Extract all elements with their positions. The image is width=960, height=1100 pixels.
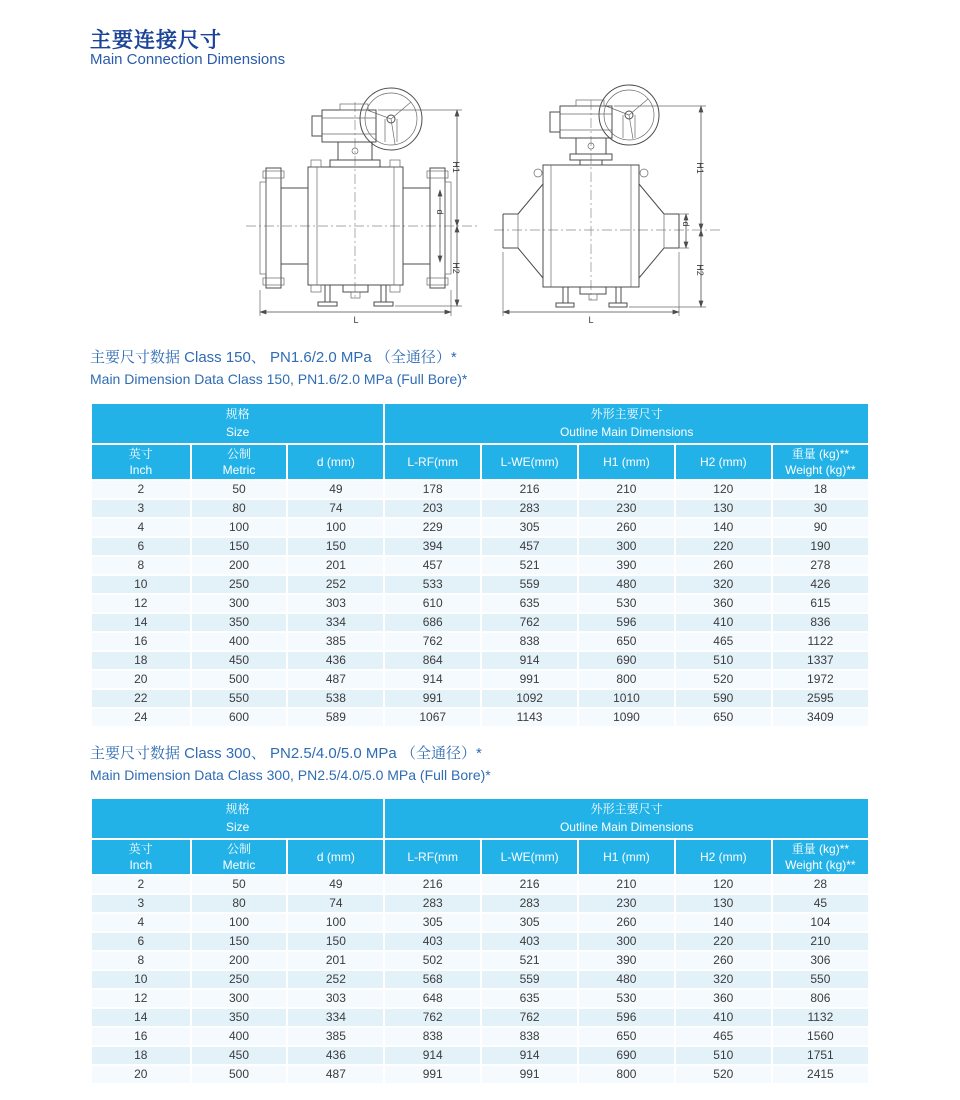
table-cell: 49 [287,480,384,499]
table-cell: 465 [675,1027,772,1046]
group-outline-zh: 外形主要尺寸 [590,407,663,422]
table-cell: 283 [481,894,578,913]
column-header: 公制 Metric [191,444,288,480]
table-cell: 320 [675,575,772,594]
handwheel [360,88,422,150]
column-header: H2 (mm) [675,444,772,480]
table-cell: 991 [481,670,578,689]
table-cell: 590 [675,689,772,708]
flange-right [403,168,451,288]
gear-operator [312,104,376,142]
gear-operator [550,100,612,138]
table-cell: 260 [675,556,772,575]
table-cell: 480 [578,575,675,594]
table-cell: 150 [191,537,288,556]
support-legs-and-drain [318,285,393,306]
dim-label-d: d [435,209,445,215]
table-cell: 140 [675,913,772,932]
table-cell: 500 [191,1065,288,1084]
table-cell: 8 [91,951,191,970]
table-cell: 991 [384,689,481,708]
table-cell: 510 [675,651,772,670]
table-cell: 4 [91,518,191,537]
table-cell: 568 [384,970,481,989]
table-cell: 178 [384,480,481,499]
table-row [91,970,869,989]
table-cell: 74 [287,499,384,518]
column-header: L-RF(mm [384,839,481,875]
table-cell: 300 [578,932,675,951]
table-cell: 615 [772,594,869,613]
table-cell: 278 [772,556,869,575]
table-cell: 260 [675,951,772,970]
group-size-en: Size [225,819,250,834]
table-row [91,708,869,727]
table-cell: 216 [481,480,578,499]
table-cell: 457 [481,537,578,556]
group-header-outline [384,798,869,839]
table-cell: 836 [772,613,869,632]
column-header: L-WE(mm) [481,839,578,875]
table-cell: 394 [384,537,481,556]
table-cell: 283 [481,499,578,518]
table-row [91,556,869,575]
table-cell: 487 [287,670,384,689]
table-cell: 1337 [772,651,869,670]
table-cell: 140 [675,518,772,537]
table-cell: 20 [91,1065,191,1084]
column-header-row [91,839,869,875]
table-cell: 450 [191,1046,288,1065]
table-cell: 24 [91,708,191,727]
section-1-heading-en: Main Dimension Data Class 150, PN1.6/2.0 MPa (Full Bore)* [90,371,468,387]
table-cell: 450 [191,651,288,670]
table-cell: 538 [287,689,384,708]
table-cell: 200 [191,556,288,575]
table-cell: 550 [772,970,869,989]
table-cell: 300 [578,537,675,556]
table-cell: 690 [578,651,675,670]
table-row [91,932,869,951]
table-cell: 403 [481,932,578,951]
table-row [91,1027,869,1046]
column-header: H2 (mm) [675,839,772,875]
table-cell: 648 [384,989,481,1008]
table-cell: 100 [191,913,288,932]
table-row [91,989,869,1008]
group-header-size [91,403,384,444]
table-row [91,651,869,670]
table-cell: 914 [384,1046,481,1065]
flanged-valve-drawing [238,72,485,324]
table-cell: 3409 [772,708,869,727]
table-cell: 334 [287,1008,384,1027]
table-cell: 216 [384,875,481,894]
table-cell: 320 [675,970,772,989]
table-cell: 502 [384,951,481,970]
table-cell: 436 [287,1046,384,1065]
table-cell: 690 [578,1046,675,1065]
table-cell: 130 [675,894,772,913]
table-cell: 520 [675,1065,772,1084]
table-cell: 385 [287,632,384,651]
group-outline-zh: 外形主要尺寸 [590,802,663,817]
table-cell: 12 [91,989,191,1008]
table-cell: 230 [578,499,675,518]
table-row [91,594,869,613]
table-cell: 530 [578,989,675,1008]
table-cell: 334 [287,613,384,632]
flange-left [260,168,308,288]
table-cell: 10 [91,970,191,989]
table-cell: 80 [191,894,288,913]
table-cell: 8 [91,556,191,575]
table-cell: 220 [675,537,772,556]
table-cell: 550 [191,689,288,708]
table-cell: 190 [772,537,869,556]
section-2-heading-zh: 主要尺寸数据 Class 300、 PN2.5/4.0/5.0 MPa （全通径）* [90,745,482,762]
table-cell: 4 [91,913,191,932]
column-header: 英寸 Inch [91,839,191,875]
table-cell: 210 [772,932,869,951]
table-row [91,894,869,913]
table-cell: 16 [91,632,191,651]
table-cell: 20 [91,670,191,689]
table-cell: 80 [191,499,288,518]
table-cell: 559 [481,575,578,594]
table-cell: 864 [384,651,481,670]
column-header: 重量 (kg)** Weight (kg)** [772,839,869,875]
group-size-zh: 规格 [225,407,250,422]
table-cell: 838 [481,1027,578,1046]
table-cell: 230 [578,894,675,913]
table-cell: 533 [384,575,481,594]
table-cell: 487 [287,1065,384,1084]
table-cell: 18 [91,1046,191,1065]
table-cell: 1122 [772,632,869,651]
group-size-zh: 规格 [225,802,250,817]
dim-label-l: L [353,315,359,324]
table-row [91,1046,869,1065]
group-outline-en: Outline Main Dimensions [559,424,694,439]
table-cell: 457 [384,556,481,575]
table-row [91,480,869,499]
table-cell: 480 [578,970,675,989]
table-cell: 16 [91,1027,191,1046]
table-cell: 100 [287,913,384,932]
table-cell: 436 [287,651,384,670]
table-cell: 403 [384,932,481,951]
table-body [91,875,869,1084]
table-row [91,670,869,689]
table-cell: 229 [384,518,481,537]
table-row [91,518,869,537]
table-cell: 18 [91,651,191,670]
group-outline-en: Outline Main Dimensions [559,819,694,834]
table-cell: 150 [287,537,384,556]
table-cell: 120 [675,875,772,894]
table-cell: 6 [91,932,191,951]
table-cell: 22 [91,689,191,708]
table-cell: 610 [384,594,481,613]
table-cell: 991 [384,1065,481,1084]
table-cell: 650 [578,1027,675,1046]
table-cell: 200 [191,951,288,970]
table-cell: 3 [91,894,191,913]
table-cell: 250 [191,575,288,594]
table-body [91,480,869,727]
table-cell: 800 [578,670,675,689]
table-row [91,575,869,594]
table-cell: 600 [191,708,288,727]
column-header: H1 (mm) [578,839,675,875]
table-cell: 350 [191,613,288,632]
table-cell: 410 [675,613,772,632]
table-cell: 762 [481,613,578,632]
dimension-table-class150 [90,402,870,728]
table-cell: 50 [191,480,288,499]
table-cell: 1751 [772,1046,869,1065]
table-cell: 305 [481,518,578,537]
table-row [91,689,869,708]
dimension-table-class300 [90,797,870,1085]
table-cell: 303 [287,594,384,613]
handwheel [599,85,659,145]
table-cell: 283 [384,894,481,913]
table-cell: 521 [481,951,578,970]
table-cell: 426 [772,575,869,594]
section-1-heading-zh: 主要尺寸数据 Class 150、 PN1.6/2.0 MPa （全通径）* [90,349,457,366]
table-cell: 210 [578,875,675,894]
table-cell: 800 [578,1065,675,1084]
table-cell: 650 [578,632,675,651]
dim-label-h2: H2 [695,264,705,276]
table-cell: 385 [287,1027,384,1046]
table-cell: 1560 [772,1027,869,1046]
table-cell: 74 [287,894,384,913]
table-cell: 465 [675,632,772,651]
table-cell: 500 [191,670,288,689]
table-cell: 635 [481,989,578,1008]
table-cell: 203 [384,499,481,518]
table-cell: 2415 [772,1065,869,1084]
table-cell: 596 [578,1008,675,1027]
table-cell: 650 [675,708,772,727]
column-header: H1 (mm) [578,444,675,480]
column-header: d (mm) [287,444,384,480]
table-cell: 12 [91,594,191,613]
table-cell: 530 [578,594,675,613]
table-cell: 1143 [481,708,578,727]
table-row [91,1008,869,1027]
table-cell: 210 [578,480,675,499]
table-cell: 150 [191,932,288,951]
column-header: L-WE(mm) [481,444,578,480]
dim-label-l: L [588,315,594,324]
dim-label-d: d [681,221,691,227]
table-cell: 914 [384,670,481,689]
table-cell: 2 [91,875,191,894]
dim-label-h2: H2 [451,262,461,274]
group-size-en: Size [225,424,250,439]
group-header-row [91,403,869,444]
table-cell: 559 [481,970,578,989]
table-cell: 260 [578,518,675,537]
table-cell: 991 [481,1065,578,1084]
table-cell: 130 [675,499,772,518]
table-cell: 400 [191,1027,288,1046]
table-cell: 410 [675,1008,772,1027]
column-header: 公制 Metric [191,839,288,875]
table-cell: 1010 [578,689,675,708]
table-cell: 306 [772,951,869,970]
table-cell: 1132 [772,1008,869,1027]
table-cell: 589 [287,708,384,727]
table-cell: 1972 [772,670,869,689]
table-cell: 49 [287,875,384,894]
table-cell: 305 [384,913,481,932]
welded-valve-drawing [488,72,728,324]
table-cell: 90 [772,518,869,537]
group-header-outline [384,403,869,444]
group-header-row [91,798,869,839]
table-cell: 350 [191,1008,288,1027]
table-cell: 2 [91,480,191,499]
table-cell: 1090 [578,708,675,727]
table-cell: 150 [287,932,384,951]
table-cell: 50 [191,875,288,894]
section-2-heading-en: Main Dimension Data Class 300, PN2.5/4.0/5.0 MPa (Full Bore)* [90,767,491,783]
table-cell: 220 [675,932,772,951]
table-row [91,499,869,518]
table-cell: 260 [578,913,675,932]
table-cell: 18 [772,480,869,499]
table-row [91,632,869,651]
table-cell: 2595 [772,689,869,708]
dimension-lines [503,106,706,324]
table-cell: 1092 [481,689,578,708]
table-cell: 686 [384,613,481,632]
page-title: 主要连接尺寸 [90,29,222,52]
table-cell: 521 [481,556,578,575]
table-cell: 303 [287,989,384,1008]
column-header: 重量 (kg)** Weight (kg)** [772,444,869,480]
welded-end-left [503,184,543,278]
table-cell: 510 [675,1046,772,1065]
table-cell: 100 [191,518,288,537]
dim-label-h1: H1 [695,162,705,174]
table-cell: 596 [578,613,675,632]
table-cell: 250 [191,970,288,989]
table-cell: 300 [191,989,288,1008]
table-cell: 400 [191,632,288,651]
table-cell: 806 [772,989,869,1008]
table-cell: 762 [481,1008,578,1027]
column-header: 英寸 Inch [91,444,191,480]
dim-label-h1: H1 [451,161,461,173]
table-cell: 360 [675,594,772,613]
table-cell: 45 [772,894,869,913]
table-cell: 914 [481,1046,578,1065]
table-cell: 762 [384,1008,481,1027]
table-cell: 104 [772,913,869,932]
support-legs-and-drain [556,287,627,307]
table-cell: 28 [772,875,869,894]
table-cell: 838 [384,1027,481,1046]
table-row [91,613,869,632]
table-cell: 360 [675,989,772,1008]
table-cell: 305 [481,913,578,932]
table-cell: 14 [91,1008,191,1027]
table-cell: 14 [91,613,191,632]
table-cell: 520 [675,670,772,689]
table-cell: 120 [675,480,772,499]
page-subtitle: Main Connection Dimensions [90,51,286,68]
table-cell: 635 [481,594,578,613]
table-row [91,875,869,894]
table-cell: 390 [578,951,675,970]
table-row [91,1065,869,1084]
table-cell: 762 [384,632,481,651]
column-header: L-RF(mm [384,444,481,480]
table-cell: 3 [91,499,191,518]
table-cell: 201 [287,556,384,575]
column-header: d (mm) [287,839,384,875]
column-header-row [91,444,869,480]
table-cell: 100 [287,518,384,537]
table-row [91,913,869,932]
table-cell: 252 [287,575,384,594]
table-row [91,537,869,556]
table-cell: 390 [578,556,675,575]
table-cell: 300 [191,594,288,613]
table-cell: 914 [481,651,578,670]
table-cell: 30 [772,499,869,518]
welded-end-right [639,184,679,278]
table-cell: 252 [287,970,384,989]
table-cell: 201 [287,951,384,970]
table-cell: 1067 [384,708,481,727]
table-row [91,951,869,970]
table-cell: 10 [91,575,191,594]
table-cell: 216 [481,875,578,894]
table-cell: 838 [481,632,578,651]
group-header-size [91,798,384,839]
table-cell: 6 [91,537,191,556]
